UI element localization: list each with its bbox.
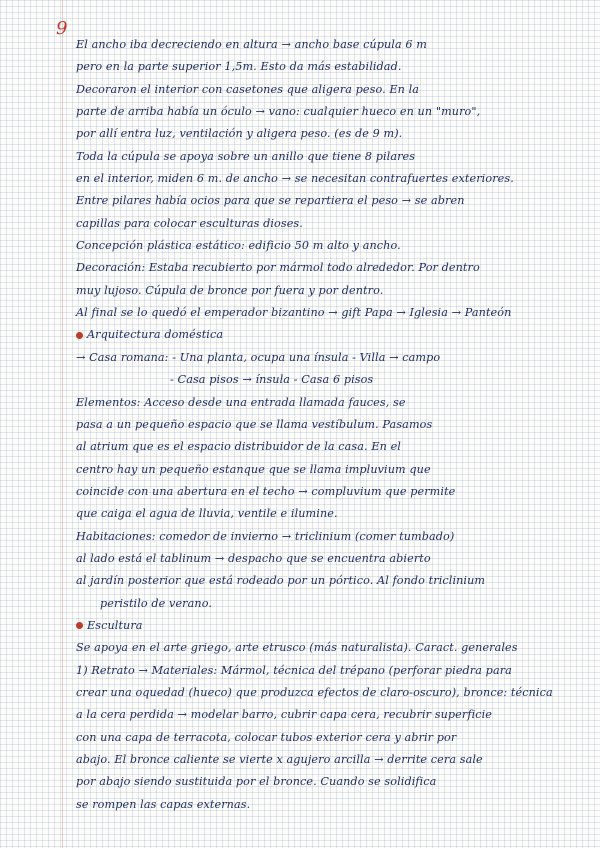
note-line: pasa a un pequeño espacio que se llama vestíbulum. Pasamos xyxy=(76,417,433,431)
note-line: al atrium que es el espacio distribuidor de la casa. En el xyxy=(76,440,401,454)
note-line: pero en la parte superior 1,5m. Esto da más estabilidad. xyxy=(76,60,402,74)
note-line: Al final se lo quedó el emperador bizantino → gift Papa → Iglesia → Panteón xyxy=(76,306,512,320)
note-line: al jardín posterior que está rodeado por un pórtico. Al fondo triclinium xyxy=(76,574,486,588)
note-line: capillas para colocar esculturas dioses. xyxy=(76,216,303,230)
bullet-icon xyxy=(76,332,83,339)
note-line: Decoración: Estaba recubierto por mármol todo alrededor. Por dentro xyxy=(76,261,480,275)
note-line: Concepción plástica estático: edificio 50 m alto y ancho. xyxy=(76,239,401,253)
note-line: Elementos: Acceso desde una entrada llamada fauces, se xyxy=(76,395,406,409)
note-line: → Casa romana: - Una planta, ocupa una ínsula - Villa → campo xyxy=(76,350,441,364)
note-line: - Casa pisos → ínsula - Casa 6 pisos xyxy=(170,373,374,387)
handwritten-notes xyxy=(0,34,600,816)
note-line: Decoraron el interior con casetones que aligera peso. En la xyxy=(76,82,420,96)
heading-text: Escultura xyxy=(87,618,143,632)
note-line: a la cera perdida → modelar barro, cubrir capa cera, recubrir superficie xyxy=(76,708,493,722)
note-line: Se apoya en el arte griego, arte etrusco (más naturalista). Caract. generales xyxy=(76,641,518,655)
note-line: al lado está el tablinum → despacho que se encuentra abierto xyxy=(76,551,431,565)
section-heading-arquitectura xyxy=(0,324,600,346)
note-line: centro hay un pequeño estanque que se llama impluvium que xyxy=(76,462,431,476)
note-line: se rompen las capas externas. xyxy=(76,797,251,811)
note-line: Toda la cúpula se apoya sobre un anillo que tiene 8 pilares xyxy=(76,149,416,163)
note-line: con una capa de terracota, colocar tubos exterior cera y abrir por xyxy=(76,730,457,744)
note-line: parte de arriba había un óculo → vano: cualquier hueco en un "muro", xyxy=(76,105,481,119)
section-heading-escultura xyxy=(0,615,600,637)
note-line: por abajo siendo sustituida por el bronce. Cuando se solidifica xyxy=(76,775,437,789)
bullet-icon xyxy=(76,622,83,629)
note-line: que caiga el agua de lluvia, ventile e ilumine. xyxy=(76,507,338,521)
note-line: por allí entra luz, ventilación y aligera peso. (es de 9 m). xyxy=(76,127,403,141)
note-line: coincide con una abertura en el techo → compluvium que permite xyxy=(76,484,456,498)
note-line: 1) Retrato → Materiales: Mármol, técnica del trépano (perforar piedra para xyxy=(76,663,512,677)
note-line: crear una oquedad (hueco) que produzca efectos de claro-oscuro), bronce: técnica xyxy=(76,685,553,699)
note-line: Entre pilares había ocios para que se repartiera el peso → se abren xyxy=(76,194,465,208)
note-line: Habitaciones: comedor de invierno → triclinium (comer tumbado) xyxy=(76,529,455,543)
note-line: peristilo de verano. xyxy=(100,596,212,610)
note-line: en el interior, miden 6 m. de ancho → se necesitan contrafuertes exteriores. xyxy=(76,172,514,186)
page-number: 9 xyxy=(56,18,68,39)
heading-text: Arquitectura doméstica xyxy=(87,328,224,342)
note-line: El ancho iba decreciendo en altura → ancho base cúpula 6 m xyxy=(76,38,427,51)
note-line: abajo. El bronce caliente se vierte x agujero arcilla → derrite cera sale xyxy=(76,753,483,766)
note-line: muy lujoso. Cúpula de bronce por fuera y por dentro. xyxy=(76,283,384,297)
